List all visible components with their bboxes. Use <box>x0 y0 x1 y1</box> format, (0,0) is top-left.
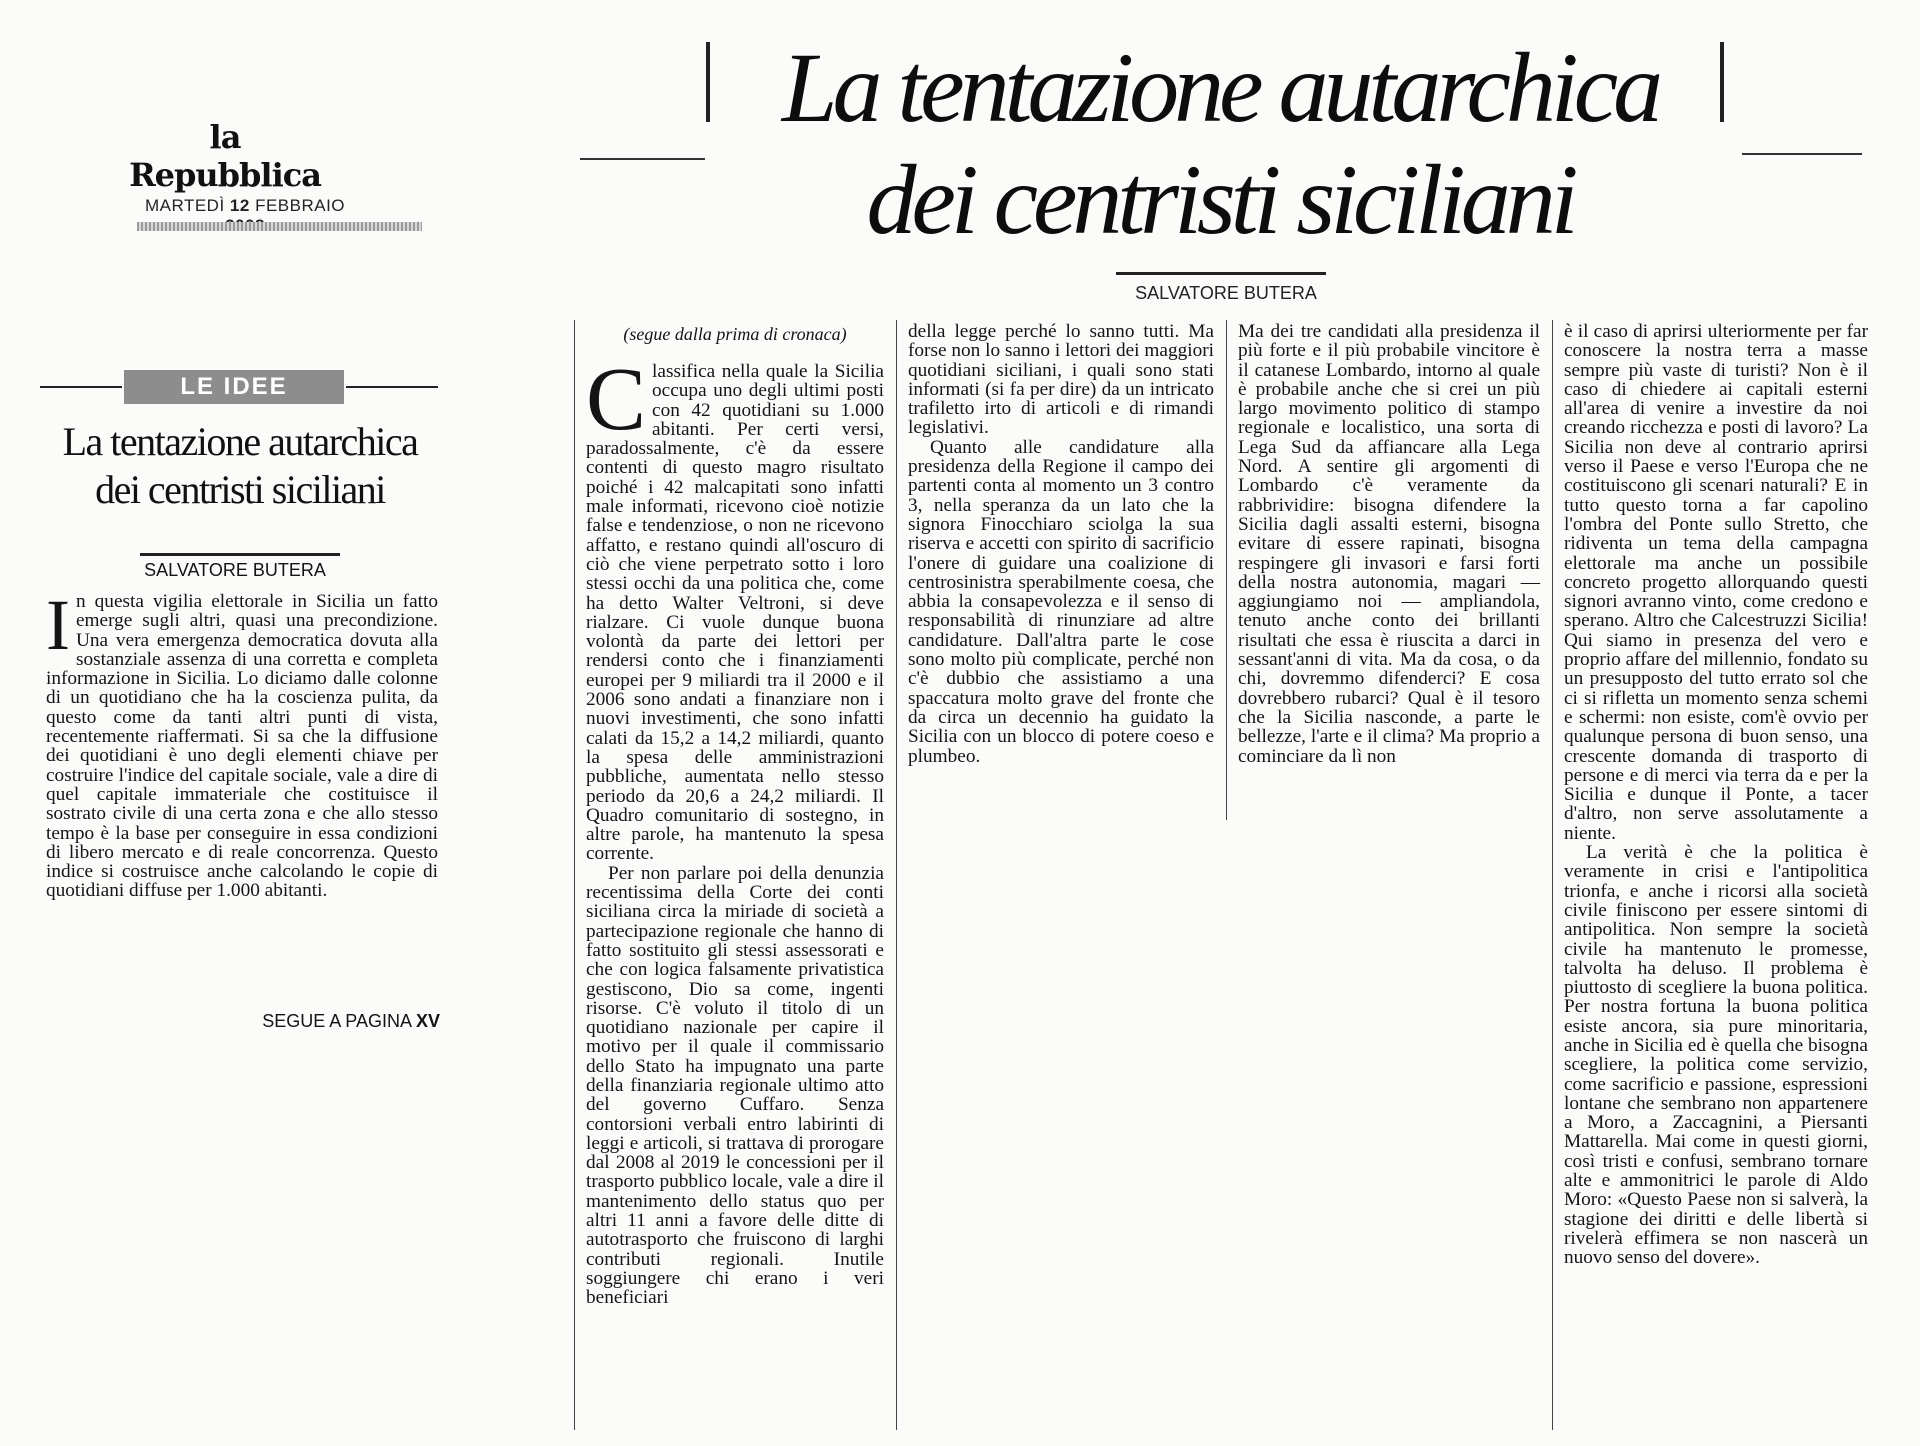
column-rule-2 <box>896 320 897 1430</box>
tag-rule-left <box>40 386 122 388</box>
section-tag: LE IDEE <box>124 370 344 404</box>
column-1-paragraph-1: lassifica nella quale la Sicilia occupa uno degli ultimi posti con 42 quotidiani su 1.000 abitanti. Per certi versi, paradossalmente, c'è da essere contenti di questo magro risultato poiché i 42 malcapitati sono infatti male informati, ricevono cioè notizie false e tendenziose, o non ne ricevono affatto, e restano quindi all'oscuro di ciò che viene perpetrato sotto i loro stessi occhi da una politica che, come ha detto Walter Veltroni, si deve rialzare. Ci vuole dunque buona volontà da parte dei lettori per rendersi conto che i finanziamenti europei per 9 miliardi tra il 2000 e il 2006 sono andati a finanziare non i nuovi investimenti, che sono infatti calati da 15,2 a 14,2 miliardi, quanto la spesa delle amministrazioni pubbliche, aumentata nello stesso periodo da 20,6 a 24,2 miliardi. Il Quadro comunitario di sostegno, in altre parole, ha mantenuto la spesa corrente. <box>586 361 884 865</box>
sidebar-title-line2: dei centristi siciliani <box>95 467 385 512</box>
headline-side-rule-right <box>1742 153 1862 155</box>
newspaper-masthead: la Repubblica <box>129 118 321 194</box>
column-rule-1 <box>574 320 575 1430</box>
sidebar-body-text: n questa vigilia elettorale in Sicilia un fatto emerge sugli altri, quasi una precondizione. Una vera emergenza democratica dovuta alla sostanziale assenza di una corretta e completa informazione in Sicilia. Lo diciamo dalle colonne di un quotidiano che ha la coscienza pulita, da questo come da tanti altri punti di vista, recentemente riaffermati. Si sa che la diffusione dei quotidiani è uno degli elementi chiave per costruire l'indice del capitale sociale, vale a dire di quel capitale immateriale che costituisce il sostrato civile di una certa zona e che allo stesso tempo è la base per conseguire in essa condizioni di libero mercato e di reale concorrenza. Questo indice si costruisce anche calcolando le copie di quotidiani diffuse per 1.000 abitanti. <box>46 591 438 902</box>
article-column-4 <box>1564 322 1868 1268</box>
tag-rule-right <box>346 386 438 388</box>
byline-rule <box>1116 272 1326 275</box>
sidebar-byline-rule <box>140 553 340 556</box>
sidebar-body <box>46 585 438 902</box>
column-1-paragraph-2: Per non parlare poi della denunzia recentissima della Corte dei conti siciliana circa la miriade di società a partecipazione regionale che hanno di fatto sostituito gli stessi assessorati e che con logica falsamente privatistica gestiscono, Dio sa come, ingenti risorse. C'è voluto il titolo di un quotidiano nazionale per capire il motivo per il quale il commissario dello Stato ha impugnato una parte della finanziaria regionale ultimo atto del governo Cuffaro. Senza contorsioni verbali entro labirinti di leggi e articoli, si trattava di prorogare dal 2008 al 2019 le concessioni per il trasporto pubblico locale, vale a dire il mantenimento dello status quo per altri 11 anni a favore delle ditte di autotrasporto che fruiscono di larghi contributi regionali. Inutile soggiungere chi erano i veri beneficiari <box>586 862 884 1309</box>
article-column-1 <box>586 350 884 1309</box>
main-headline <box>720 32 1720 256</box>
headline-side-rule-left <box>580 158 705 160</box>
main-headline-line2: dei centristi siciliani <box>866 144 1574 255</box>
sidebar-title-line1: La tentazione autarchica <box>62 419 418 464</box>
date-month: FEBBRAIO <box>255 196 346 215</box>
sidebar-byline: SALVATORE BUTERA <box>144 560 326 580</box>
main-byline: SALVATORE BUTERA <box>1135 283 1317 303</box>
sidebar-dropcap: I <box>46 585 70 665</box>
continued-from-note: (segue dalla prima di cronaca) <box>623 324 847 344</box>
article-column-3 <box>1238 322 1540 766</box>
column-4-paragraph-1: è il caso di aprirsi ulteriormente per far conoscere la nostra terra a masse sempre più vaste di turisti? Non è il caso di chiedere ai capitali esterni all'area di venire a investire da noi creando ricchezza e posti di lavoro? La Sicilia non deve al contrario aprirsi verso il Paese e verso l'Europa che ne costituiscono gli scenari naturali? E in tutto questo torna a far capolino l'ombra del Ponte sullo Stretto, che ridiventa un tema della campagna elettorale ma anche un possibile concreto progetto allorquando questi signori avranno vinto, come credono e sperano. Altro che Calcestruzzi Sicilia! Qui siamo in presenza del vero e proprio affare del millennio, fondato su un presupposto del tutto errato sol che ci si rifletta un momento senza schemi e schermi: non esiste, com'è ovvio per qualunque persona di buon senso, una crescente domanda di trasporto di persone e di merci via terra da e per la Sicilia e dunque il Ponte, a tacer d'altro, non serve assolutamente a niente. <box>1564 321 1868 844</box>
main-headline-line1: La tentazione autarchica <box>781 32 1659 143</box>
continued-page: XV <box>415 1011 440 1031</box>
column-2-paragraph-2: Quanto alle candidature alla presidenza della Regione il campo dei partenti conta al momento un 3 contro 3, nella speranza da un lato che la signora Finocchiaro sciolga la sua riserva e accetti con spirito di sacrificio l'onere di guidare una coalizione di centrosinistra sperabilmente coesa, che abbia la consapevolezza e il senso di responsabilità di rinunziare ad altre candidature. Dall'altra parte le cose sono molto più complicate, perché non c'è dubbio che assistiamo a una spaccatura molto grave del fronte che da circa un decennio ha guidato la Sicilia con un blocco di potere coeso e plumbeo. <box>908 436 1214 767</box>
column-rule-3 <box>1226 320 1227 820</box>
date-day: 12 <box>229 196 250 215</box>
column-4-paragraph-2: La verità è che la politica è veramente in crisi e l'antipolitica trionfa, e anche i ricorsi alla società civile finiscono per essere sintomi di antipolitica. Non sempre la società civile ha mantenuto le promesse, talvolta ha deluso. Il problema è piuttosto di scegliere la buona politica. Per nostra fortuna la buona politica esiste ancora, sia pure minoritaria, anche in Sicilia ed è quella che bisogna scegliere, la politica come servizio, come sacrificio e passione, espressioni lontane che sembrano non appartenere a Moro, a Zaccagnini, a Piersanti Mattarella. Mai come in questi giorni, così tristi e confusi, sembrano tornare alte e ammonitrici le parole di Aldo Moro: «Questo Paese non si salverà, la stagione dei diritti e delle libertà si rivelerà effimera se non nascerà un nuovo senso del dovere». <box>1564 842 1868 1269</box>
continued-label: SEGUE A PAGINA <box>262 1011 411 1031</box>
sidebar-title <box>40 418 440 514</box>
article-column-2 <box>908 322 1214 766</box>
date-weekday: MARTEDÌ <box>144 196 225 215</box>
column-rule-4 <box>1552 320 1553 1430</box>
column-2-paragraph-1: della legge perché lo sanno tutti. Ma forse non lo sanno i lettori dei maggiori quotidiani siciliani, i quali sono stati informati (si fa per dire) da un intricato trafiletto irto di articoli e di rimandi legislativi. <box>908 321 1214 439</box>
dateline-rule <box>137 222 422 231</box>
headline-bar-left <box>706 42 710 122</box>
headline-bar-right <box>1720 42 1724 122</box>
article-dropcap: C <box>586 350 647 449</box>
column-3-paragraph-1: Ma dei tre candidati alla presidenza il più forte e il più probabile vincitore è il catanese Lombardo, intorno al quale è probabile anche che si crei un più largo movimento politico di stampo regionale e localistico, una sorta di Lega Sud da affiancare alla Lega Nord. A sentire gli argomenti di Lombardo c'è veramente da rabbrividire: bisogna difendere la Sicilia dagli assalti esterni, bisogna evitare di essere rapinati, bisogna respingere gli invasori e farsi forti della nostra autonomia, magari — aggiungiamo noi — ampliandola, tenuto anche conto dei brillanti risultati che essa è riuscita a darci in sessant'anni di vita. Ma da cosa, o da chi, dovremmo difenderci? E cosa dovrebbero rubarci? Qual è il tesoro che la Sicilia nasconde, a parte le bellezze, l'arte e il clima? Ma proprio a cominciare da lì non <box>1238 321 1540 767</box>
continued-page-note <box>200 1011 440 1032</box>
